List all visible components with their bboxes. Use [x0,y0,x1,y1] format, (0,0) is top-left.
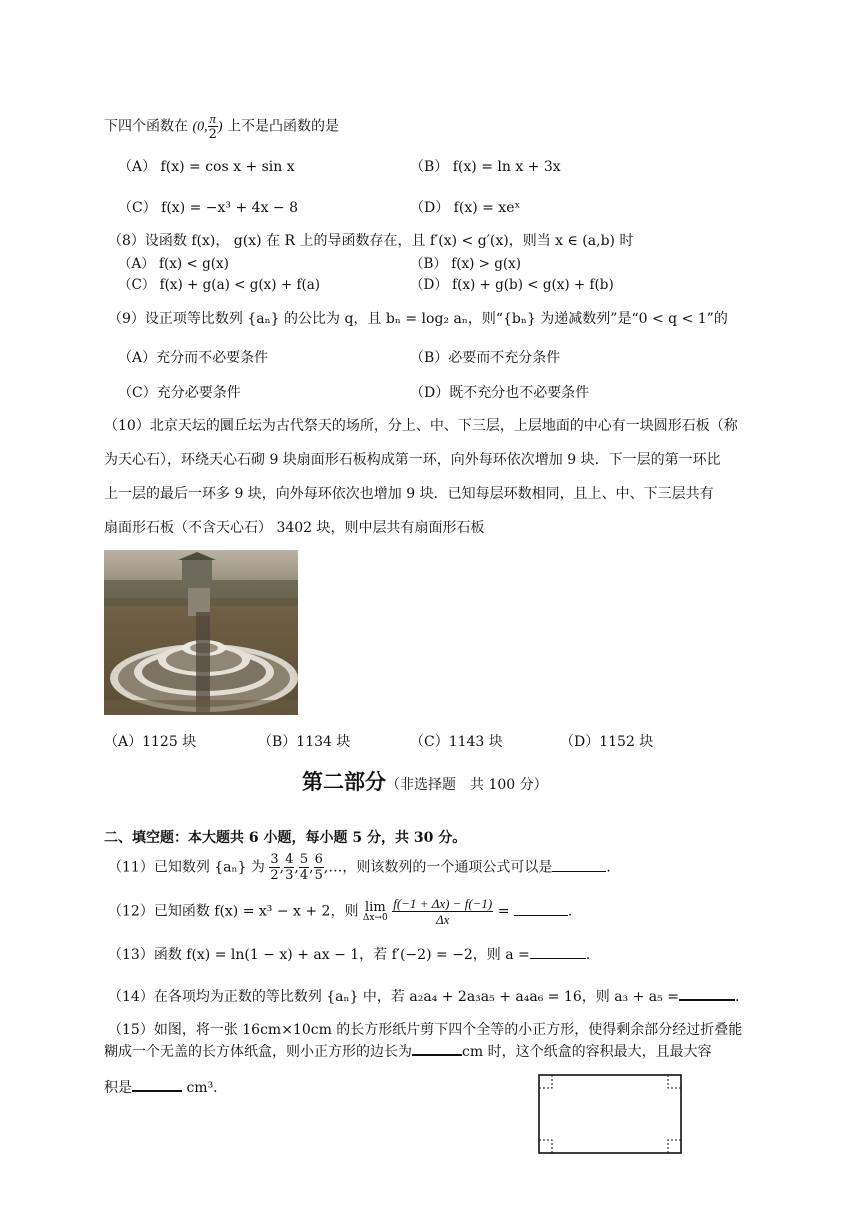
part-two-title: 第二部分 [302,769,386,794]
q7-interval-close: ) [217,119,223,135]
q7-two: 2 [208,127,217,142]
q15-line-1: （15）如图，将一张 16cm×10cm 的长方形纸片剪下四个全等的小正方形，使得剩余部分经过折叠能 [108,1022,743,1038]
q13-text: （13）函数 f(x) = ln(1 − x) + ax − 1，若 f′(−2) = −2，则 a = [108,947,530,963]
q15-line-2-a: 糊成一个无盖的长方体纸盒，则小正方形的边长为 [104,1044,412,1060]
q14-end: . [734,989,740,1005]
q11-frac-1-den: 2 [270,868,279,883]
q13 [108,944,590,964]
q15-line-3 [104,1077,218,1097]
part-two-subtitle: （非选择题 共 100 分） [386,777,548,793]
q11: （11）已知数列 {aₙ} 为 $\frac{3}{2}$ , $\frac{4}{3}$ , $\frac{5}{4}$ , $\frac{6}{5}$ ,…，则该数列的一个通项公式可以是 . [108,852,611,883]
q12-equals: = [497,903,510,920]
q15-line-2-b: cm 时，这个纸盒的容积最大，且最大容 [462,1044,712,1060]
q15-line-3-a: 积是 [104,1080,132,1096]
q9-stem: （9）设正项等比数列 {aₙ} 的公比为 q，且 bₙ = log₂ aₙ，则“{bₙ} 为递减数列”是“0 < q < 1”的 [108,311,728,327]
q11-frac-3-num: 5 [299,852,309,867]
q7-interval-open: (0, [192,119,208,135]
q11-frac-3 [299,853,309,882]
q15-line-3-b: cm³. [186,1080,218,1096]
q7-stem [104,112,339,141]
q12-lim: lim [365,899,386,915]
q11-frac-1-num: 3 [270,852,279,867]
q11-frac-4-num: 6 [314,852,323,867]
q11-frac-4 [314,853,324,882]
q10-line-4: 扇面形石板（不含天心石） 3402 块，则中层共有扇面形石板 [104,520,485,536]
q11-answer-blank[interactable] [552,859,606,872]
q10-option-d: （D）1152 块 [560,734,654,750]
q9-option-a: （A）充分而不必要条件 [118,350,269,366]
q8-stem: （8）设函数 f(x)， g(x) 在 R 上的导函数存在，且 f′(x) < g′(x)，则当 x ∈ (a,b) 时 [108,233,634,249]
temple-of-heaven-photo [104,550,298,715]
q9-option-c: （C）充分必要条件 [118,385,241,401]
q11-lead: （11）已知数列 {aₙ} 为 [108,859,265,876]
q11-frac-4-den: 5 [314,868,323,883]
q10-option-b: （B）1134 块 [258,734,351,750]
q11-frac-2-num: 4 [285,852,294,867]
q11-frac-2 [284,853,294,882]
q7-option-b: （B） f(x) = ln x + 3x [410,159,561,175]
q8-option-c: （C） f(x) + g(a) < g(x) + f(a) [118,277,321,293]
q15-side-length-blank[interactable] [412,1042,462,1056]
q7-stem-text-a: 下四个函数在 [104,118,188,135]
q11-tail: ,…，则该数列的一个通项公式可以是 [323,859,553,876]
q7-option-a: （A） f(x) = cos x + sin x [118,159,295,175]
q10-line-3: 上一层的最后一环多 9 块，向外每环依次也增加 9 块．已知每层环数相同，且上、中、下三层共有 [104,486,714,502]
q12-lim-sub: Δx→0 [362,912,388,923]
q12-limit [363,901,388,923]
q11-frac-1 [269,853,279,882]
q14-answer-blank[interactable] [679,987,735,1001]
q10-option-c: （C）1143 块 [410,734,503,750]
q10-line-2: 为天心石），环绕天心石砌 9 块扇面形石板构成第一环，向外每环依次增加 9 块．下一层的第一环比 [104,452,721,468]
q14 [108,986,739,1006]
q7-option-d: （D） f(x) = xeˣ [410,200,521,216]
q7-pi: π [209,111,217,126]
q7-option-c: （C） f(x) = −x³ + 4x − 8 [118,200,299,216]
q8-option-d: （D） f(x) + g(b) < g(x) + f(b) [410,277,614,293]
q10-line-1: （10）北京天坛的圜丘坛为古代祭天的场所，分上、中、下三层，上层地面的中心有一块圆形石板（称 [104,418,738,434]
q13-answer-blank[interactable] [530,946,586,959]
q11-frac-2-den: 3 [285,868,294,883]
q12 [108,897,572,926]
paper-rectangle-figure [538,1074,682,1154]
q12-numerator: f(−1 + Δx) − f(−1) [393,896,493,911]
q8-option-b: （B） f(x) > g(x) [410,256,522,272]
q14-text: （14）在各项均为正数的等比数列 {aₙ} 中，若 a₂a₄ + 2a₃a₅ + a₄a₆ = 16，则 a₃ + a₅ = [108,989,679,1005]
q12-end: . [567,903,573,920]
q7-stem-text-b: 上不是凸函数的是 [227,118,340,135]
q15-volume-blank[interactable] [132,1078,182,1092]
q15-line-2 [104,1041,712,1061]
q12-answer-blank[interactable] [514,903,568,916]
q10-option-a: （A）1125 块 [104,734,197,750]
q12-difference-quotient [392,897,493,926]
q13-end: . [585,947,591,963]
part-two-heading [302,766,548,796]
fill-in-section-header: 二、填空题：本大题共 6 小题，每小题 5 分，共 30 分。 [104,830,467,846]
q8-option-a: （A） f(x) < g(x) [118,256,229,272]
q9-option-b: （B）必要而不充分条件 [410,350,561,366]
q7-pi-over-two [208,112,218,141]
q12-lead: （12）已知函数 f(x) = x³ − x + 2，则 [108,903,359,920]
q11-frac-3-den: 4 [299,868,309,883]
q12-denominator: Δx [436,912,450,927]
q11-end: . [606,859,611,876]
q9-option-d: （D）既不充分也不必要条件 [410,385,590,401]
